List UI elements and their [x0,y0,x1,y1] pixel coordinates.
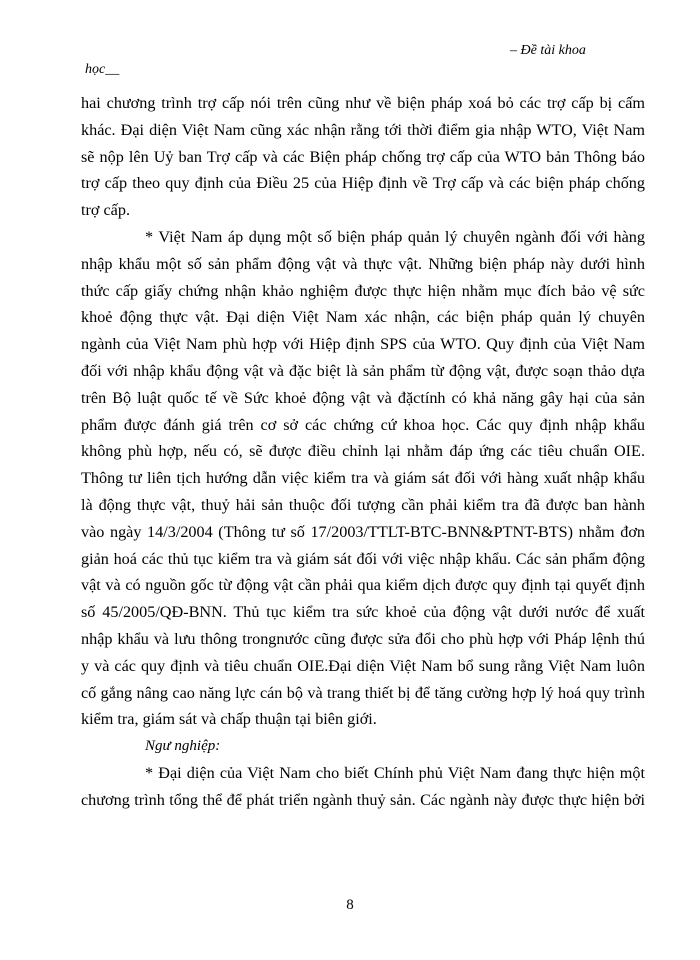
paragraph [81,760,645,814]
text-line: thức cấp giấy chứng nhận khảo nghiệm được thực hiện nhằm mục đích bảo vệ sức [81,281,645,300]
text-line: nhập khẩu một số sản phẩm động vật và thực vật. Những biện pháp này dưới hình [81,254,645,273]
text-line: trợ cấp. [81,201,131,220]
text-line: hai chương trình trợ cấp nói trên cũng như về biện pháp xoá bỏ các trợ cấp bị cấm [81,94,645,112]
text-line: Ngư nghiệp: [145,738,221,755]
text-line: là động thực vật, thuỷ hải sản thuộc đối tượng cần phải kiểm tra đã được ban hành [81,495,645,514]
text-line: phẩm được đánh giá trên cơ sở các chứng cứ khoa học. Các quy định nhập khẩu [81,415,645,434]
text-line: sẽ nộp lên Uỷ ban Trợ cấp và các Biện pháp chống trợ cấp của WTO bản Thông báo [81,147,645,166]
text-line: * Đại diện của Việt Nam cho biết Chính phủ Việt Nam đang thực hiện một [145,763,645,782]
paragraph [81,90,645,224]
text-line: ngành của Việt Nam phù hợp với Hiệp định SPS của WTO. Quy định của Việt Nam [81,335,645,354]
paragraph [81,224,645,733]
page-number: 8 [346,897,354,913]
section-heading [81,733,645,760]
text-line: y và các quy định và tiêu chuẩn OIE.Đại diện Việt Nam bổ sung rằng Việt Nam luôn [81,656,645,675]
text-line: trợ cấp theo quy định của Điều 25 của Hiệp định về Trợ cấp và các biện pháp chống [81,174,645,193]
text-line: giản hoá các thủ tục kiểm tra và giám sát đối với việc nhập khẩu. Các sản phẩm động [81,549,645,568]
running-header-title: – Đề tài khoa [510,43,586,58]
text-line: trên Bộ luật quốc tế về Sức khoẻ động vật và đặctính có khả năng gây hại của sản [81,388,645,407]
text-line: không phù hợp, nếu có, sẽ được điều chỉnh lại nhằm đáp ứng các tiêu chuẩn OIE. [81,442,645,461]
text-line: số 45/2005/QĐ-BNN. Thủ tục kiểm tra sức khoẻ của động vật dưới nước để xuất [81,603,645,622]
text-line: cố gắng nâng cao năng lực cán bộ và trang thiết bị để tăng cường hợp lý hoá quy trình [81,683,645,702]
text-line: nhập khẩu và lưu thông trongnước cũng được sửa đổi cho phù hợp với Pháp lệnh thú [81,629,645,648]
text-line: Thông tư liên tịch hướng dẫn việc kiểm tra và giám sát đối với hàng xuất nhập khẩu [81,469,645,488]
text-line: khác. Đại diện Việt Nam cũng xác nhận rằng tới thời điểm gia nhập WTO, Việt Nam [81,120,645,139]
text-line: đối với nhập khẩu động vật và đặc biệt là sản phẩm từ động vật, được soạn thảo dựa [81,361,645,380]
running-header-continuation: học__ [85,62,120,77]
document-body [81,90,645,814]
text-line: kiểm tra, giám sát và chấp thuận tại biên giới. [81,710,377,729]
text-line: vào ngày 14/3/2004 (Thông tư số 17/2003/TTLT-BTC-BNN&PTNT-BTS) nhằm đơn [81,522,645,541]
text-line: * Việt Nam áp dụng một số biện pháp quản lý chuyên ngành đối với hàng [145,227,645,246]
text-line: chương trình tổng thể để phát triển ngành thuỷ sản. Các ngành này được thực hiện bởi [81,790,645,809]
text-line: vật và có nguồn gốc từ động vật cần phải qua kiểm dịch được quy định tại quyết định [81,576,645,595]
text-line: khoẻ động thực vật. Đại diện Việt Nam xác nhận, các biện pháp quản lý chuyên [81,308,645,327]
